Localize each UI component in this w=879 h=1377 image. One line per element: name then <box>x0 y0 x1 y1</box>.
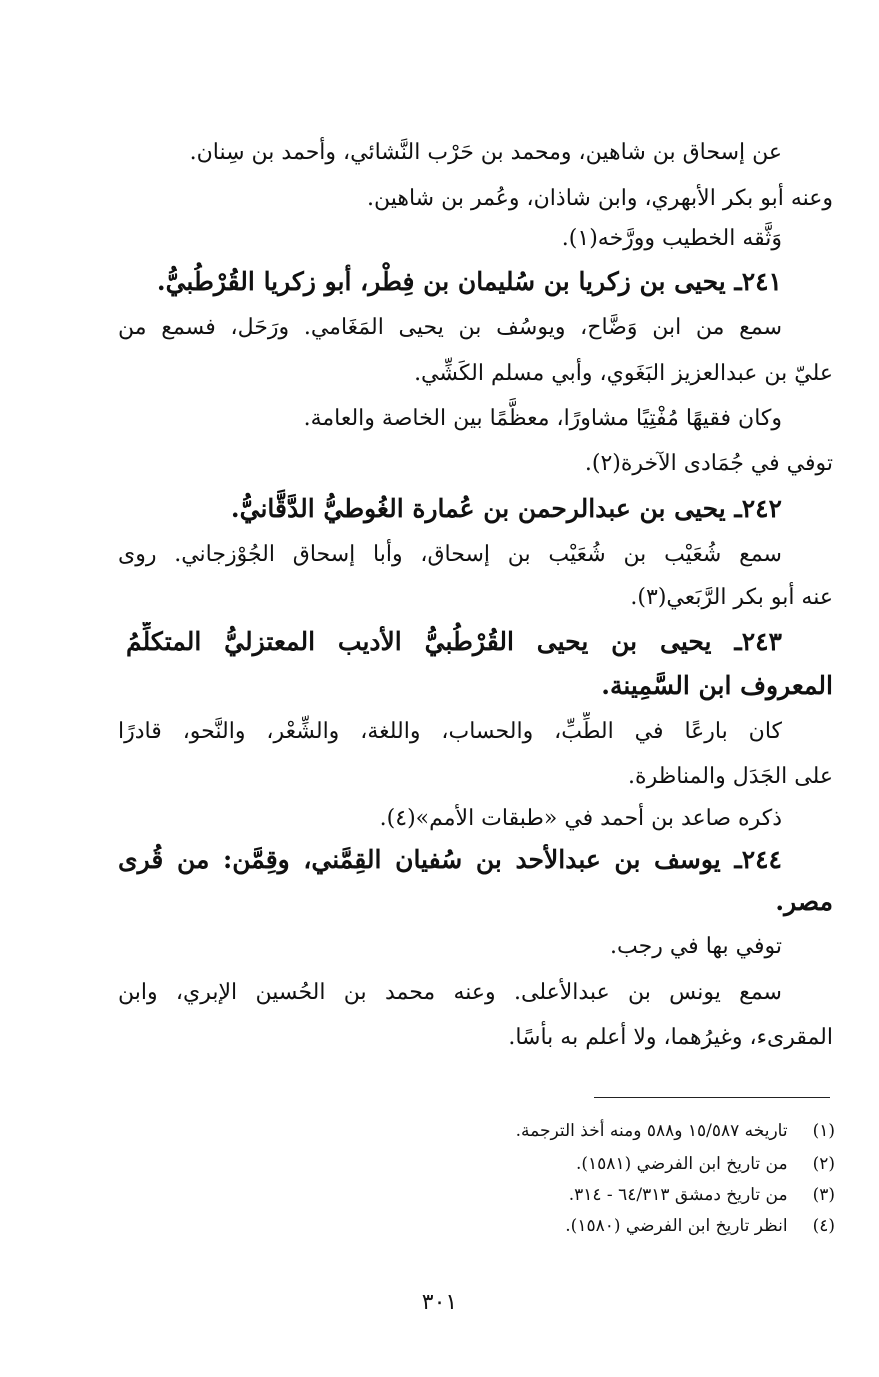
entry-heading-242: ٢٤٢ـ يحيى بن عبدالرحمن بن عُمارة الغُوطيُّ الدَّقَّانيُّ. <box>230 494 782 523</box>
text-line-10: سمع شُعَيْب بن شُعَيْب بن إسحاق، وأبا إسحاق الجُوْزجاني. روى <box>118 542 782 567</box>
footnote-2-number: (٢) <box>812 1154 835 1174</box>
footnote-separator <box>594 1097 830 1098</box>
footnote-4 <box>565 1213 835 1239</box>
entry-heading-241: ٢٤١ـ يحيى بن زكريا بن سُليمان بن فِطْر، أبو زكريا القُرْطُبيُّ. <box>156 267 782 296</box>
text-line-11: عنه أبو بكر الرَّبَعي(٣). <box>630 585 833 610</box>
footnote-2 <box>576 1151 835 1177</box>
text-line-19: توفي بها في رجب. <box>610 934 782 959</box>
entry-heading-244-cont: مصر. <box>775 887 833 916</box>
footnote-1-number: (١) <box>812 1121 835 1141</box>
entry-heading-244: ٢٤٤ـ يوسف بن عبدالأحد بن سُفيان القِمَّني، وقِمَّن: من قُرى <box>118 845 782 874</box>
text-line-20: سمع يونس بن عبدالأعلى. وعنه محمد بن الحُسين الإبري، وابن <box>118 980 782 1005</box>
text-line-15: على الجَدَل والمناظرة. <box>628 764 833 789</box>
footnote-1 <box>516 1118 835 1144</box>
text-line-14: كان بارعًا في الطِّبِّ، والحساب، واللغة، والشِّعْر، والنَّحو، قادرًا <box>118 719 782 744</box>
page-number: ٣٠١ <box>421 1290 458 1315</box>
text-line-2: وعنه أبو بكر الأبهري، وابن شاذان، وعُمر بن شاهين. <box>366 186 833 211</box>
text-line-7: وكان فقيهًا مُفْتِيًا مشاورًا، معظَّمًا بين الخاصة والعامة. <box>303 406 782 431</box>
text-line-6: عليّ بن عبدالعزيز البَغَوي، وأبي مسلم الكَشِّي. <box>414 361 833 386</box>
text-line-8: توفي في جُمَادى الآخرة(٢). <box>584 451 833 476</box>
text-line-3: وَثَّقه الخطيب وورَّخه(١). <box>561 226 782 251</box>
text-line-5: سمع من ابن وَضَّاح، ويوسُف بن يحيى المَغَامي. ورَحَل، فسمع من <box>118 315 782 340</box>
footnote-2-text: من تاريخ ابن الفرضي (١٥٨١). <box>576 1154 788 1174</box>
footnote-3-number: (٣) <box>812 1185 835 1205</box>
footnote-4-text: انظر تاريخ ابن الفرضي (١٥٨٠). <box>565 1216 788 1236</box>
footnote-3 <box>569 1182 835 1208</box>
footnote-3-text: من تاريخ دمشق ٦٤/٣١٣ - ٣١٤. <box>568 1185 788 1205</box>
footnote-4-number: (٤) <box>812 1216 835 1236</box>
text-line-16: ذكره صاعد بن أحمد في «طبقات الأمم»(٤). <box>379 806 782 831</box>
text-line-21: المقرىء، وغيرُهما، ولا أعلم به بأسًا. <box>508 1025 833 1050</box>
text-line-1: عن إسحاق بن شاهين، ومحمد بن حَرْب النَّشائي، وأحمد بن سِنان. <box>189 140 782 165</box>
entry-heading-243-cont: المعروف ابن السَّمِينة. <box>601 671 833 700</box>
footnote-1-text: تاريخه ١٥/٥٨٧ و٥٨٨ ومنه أخذ الترجمة. <box>515 1121 788 1141</box>
entry-heading-243: ٢٤٣ـ يحيى بن يحيى القُرْطُبيُّ الأديب المعتزليُّ المتكلِّمُ <box>126 627 782 656</box>
